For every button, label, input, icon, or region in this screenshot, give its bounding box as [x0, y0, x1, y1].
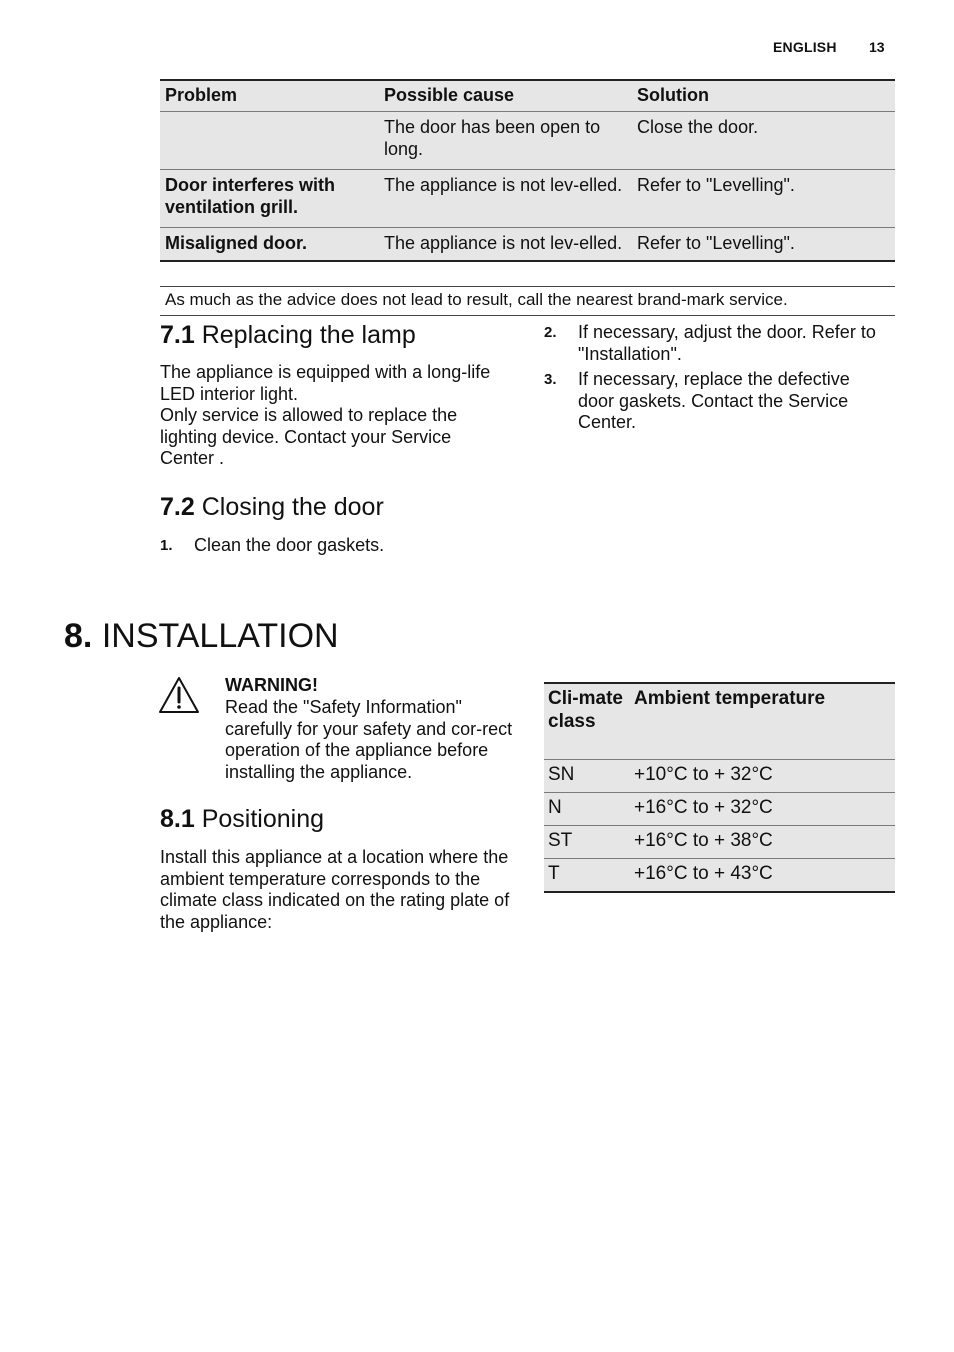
climate-class-cell: SN	[544, 760, 630, 793]
table-row	[544, 826, 895, 859]
temperature-cell: +16°C to + 43°C	[630, 859, 895, 893]
column-header-ambient-temperature: Ambient temperature	[630, 683, 895, 760]
table-header-row	[544, 683, 895, 760]
list-item	[544, 369, 895, 435]
column-header-climate-class: Cli-mate class	[544, 683, 630, 760]
troubleshooting-table	[160, 79, 895, 262]
climate-class-cell: T	[544, 859, 630, 893]
header-language: ENGLISH	[773, 39, 837, 55]
page-number: 13	[869, 39, 885, 55]
climate-class-cell: ST	[544, 826, 630, 859]
solution-cell: Close the door.	[632, 112, 895, 170]
lamp-paragraph-2: Only service is allowed to replace the lighting device. Contact your Service Center .	[160, 405, 458, 468]
list-item	[160, 535, 490, 557]
cause-cell: The appliance is not lev-elled.	[379, 228, 632, 262]
table-row	[160, 170, 895, 228]
step-text: If necessary, adjust the door. Refer to "Installation".	[578, 322, 876, 364]
section-title: Closing the door	[201, 493, 384, 521]
step-text: If necessary, replace the defective door gaskets. Contact the Service Center.	[578, 369, 850, 432]
solution-cell: Refer to "Levelling".	[632, 170, 895, 228]
table-row	[544, 793, 895, 826]
step-number: 1.	[160, 537, 173, 554]
lamp-paragraph-1: The appliance is equipped with a long-life LED interior light.	[160, 362, 491, 404]
chapter-number: 8.	[64, 617, 93, 655]
cause-cell: The appliance is not lev-elled.	[379, 170, 632, 228]
section-number: 7.1	[160, 321, 195, 349]
step-number: 2.	[544, 324, 557, 341]
section-heading-7-2	[160, 492, 384, 522]
section-number: 8.1	[160, 805, 195, 833]
temperature-cell: +10°C to + 32°C	[630, 760, 895, 793]
chapter-heading	[64, 614, 339, 658]
table-row	[544, 859, 895, 893]
section-heading-7-1	[160, 320, 416, 350]
table-row	[160, 228, 895, 262]
column-header-problem: Problem	[160, 80, 379, 112]
warning-text: Read the "Safety Information" carefully for your safety and cor-rect operation of the appliance before installing the appliance.	[225, 697, 513, 782]
table-row	[544, 760, 895, 793]
temperature-cell: +16°C to + 32°C	[630, 793, 895, 826]
column-header-cause: Possible cause	[379, 80, 632, 112]
positioning-paragraph: Install this appliance at a location where the ambient temperature corresponds to the climate class indicated on the rating plate of the appliance:	[160, 847, 510, 932]
problem-cell: Misaligned door.	[160, 228, 379, 262]
advice-note: As much as the advice does not lead to result, call the nearest brand-mark service.	[160, 286, 895, 316]
step-number: 3.	[544, 371, 557, 388]
table-row	[160, 112, 895, 170]
section-title: Replacing the lamp	[201, 321, 416, 349]
warning-triangle-icon	[158, 676, 200, 714]
climate-class-table	[544, 682, 895, 893]
chapter-title: INSTALLATION	[101, 617, 339, 655]
section-number: 7.2	[160, 493, 195, 521]
climate-class-cell: N	[544, 793, 630, 826]
problem-cell: Door interferes with ventilation grill.	[160, 170, 379, 228]
solution-cell: Refer to "Levelling".	[632, 228, 895, 262]
step-text: Clean the door gaskets.	[194, 535, 385, 555]
column-header-solution: Solution	[632, 80, 895, 112]
problem-cell	[160, 112, 379, 170]
temperature-cell: +16°C to + 38°C	[630, 826, 895, 859]
warning-title: WARNING!	[225, 675, 318, 695]
list-item	[544, 322, 895, 366]
table-header-row	[160, 80, 895, 112]
section-title: Positioning	[201, 805, 325, 833]
cause-cell: The door has been open to long.	[379, 112, 632, 170]
section-heading-8-1	[160, 804, 324, 834]
